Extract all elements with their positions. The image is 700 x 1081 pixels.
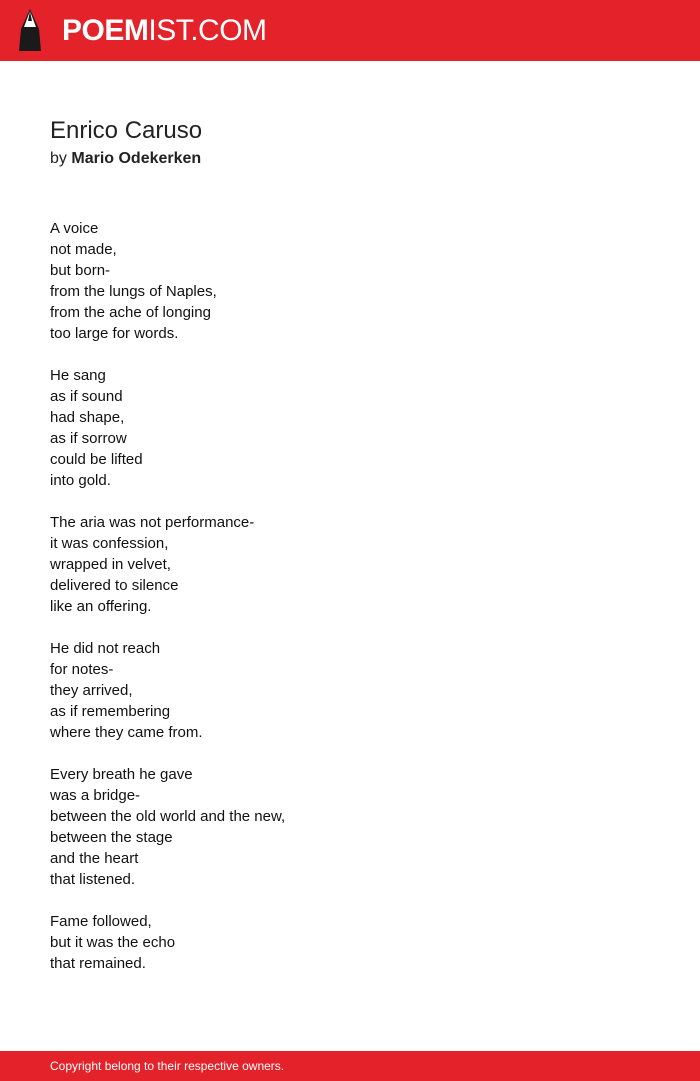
- poem-line: but it was the echo: [50, 934, 176, 951]
- poem-line: from the ache of longing: [50, 304, 211, 321]
- author-name: Mario Odekerken: [71, 150, 202, 167]
- poem-body: [50, 218, 650, 995]
- poem-line: Fame followed,: [50, 913, 152, 930]
- poem-line: like an offering.: [50, 598, 152, 615]
- poem-line: not made,: [50, 241, 117, 258]
- poem-line: but born-: [50, 262, 111, 279]
- stanza: [50, 638, 650, 743]
- poem-line: between the stage: [50, 829, 173, 846]
- by-label: by: [50, 150, 67, 167]
- poem-line: as if remembering: [50, 703, 171, 720]
- site-footer: [0, 1051, 700, 1081]
- poem-line: that remained.: [50, 955, 146, 972]
- stanza: [50, 365, 650, 491]
- stanza: [50, 218, 650, 344]
- poem-line: He did not reach: [50, 640, 161, 657]
- poem-line: He sang: [50, 367, 106, 384]
- site-logo-text[interactable]: [62, 13, 267, 49]
- brand-light-text: IST.COM: [148, 14, 267, 47]
- poem-line: that listened.: [50, 871, 136, 888]
- stanza: [50, 764, 650, 890]
- stanza: [50, 911, 650, 974]
- poem-line: as if sound: [50, 388, 123, 405]
- poem-byline: [50, 148, 201, 170]
- poem-line: it was confession,: [50, 535, 169, 552]
- poem-line: The aria was not performance-: [50, 514, 255, 531]
- poem-line: and the heart: [50, 850, 139, 867]
- poem-line: as if sorrow: [50, 430, 127, 447]
- poem-line: they arrived,: [50, 682, 133, 699]
- brand-bold-text: POEM: [62, 14, 149, 47]
- poem-line: where they came from.: [50, 724, 203, 741]
- poem-line: delivered to silence: [50, 577, 179, 594]
- poem-line: could be lifted: [50, 451, 143, 468]
- poem-line: Every breath he gave: [50, 766, 193, 783]
- poem-line: had shape,: [50, 409, 125, 426]
- pen-nib-icon[interactable]: [17, 9, 43, 51]
- poem-line: was a bridge-: [50, 787, 141, 804]
- poem-line: into gold.: [50, 472, 111, 489]
- stanza: [50, 512, 650, 617]
- poem-line: between the old world and the new,: [50, 808, 286, 825]
- copyright-text: Copyright belong to their respective owners.: [50, 1059, 285, 1073]
- poem-line: wrapped in velvet,: [50, 556, 171, 573]
- poem-title: Enrico Caruso: [50, 117, 203, 144]
- site-header: [0, 0, 700, 61]
- poem-line: from the lungs of Naples,: [50, 283, 217, 300]
- poem-line: A voice: [50, 220, 99, 237]
- poem-line: for notes-: [50, 661, 114, 678]
- poem-line: too large for words.: [50, 325, 179, 342]
